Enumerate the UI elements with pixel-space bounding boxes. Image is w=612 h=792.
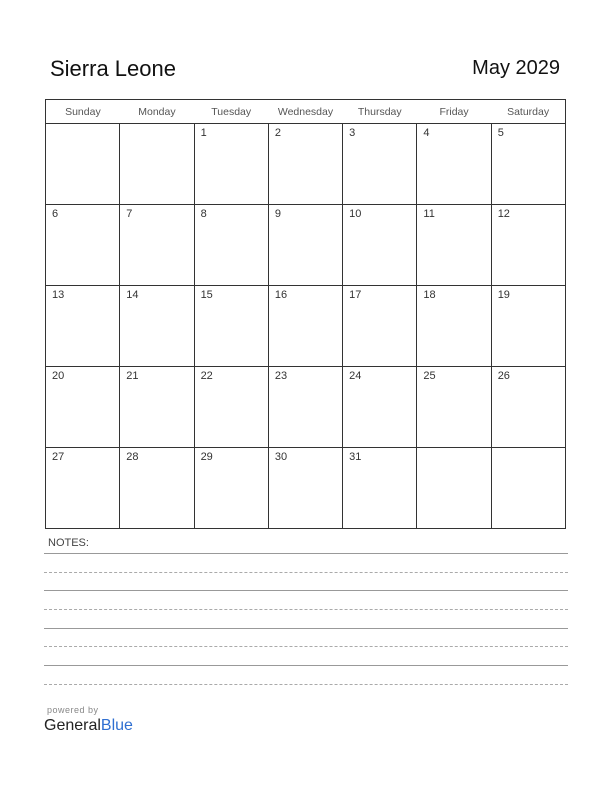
day-cell: 3 xyxy=(343,124,417,205)
day-cell: 9 xyxy=(268,205,342,286)
day-cell: 22 xyxy=(194,367,268,448)
day-cell: 21 xyxy=(120,367,194,448)
weekday-monday: Monday xyxy=(120,100,194,124)
day-cell: 27 xyxy=(46,448,120,529)
weekday-friday: Friday xyxy=(417,100,491,124)
day-cell: 8 xyxy=(194,205,268,286)
day-cell: 15 xyxy=(194,286,268,367)
day-cell: 23 xyxy=(268,367,342,448)
week-row xyxy=(46,448,566,529)
notes-line xyxy=(44,609,568,610)
day-cell: 26 xyxy=(491,367,565,448)
day-cell: 4 xyxy=(417,124,491,205)
day-cell: 11 xyxy=(417,205,491,286)
country-title: Sierra Leone xyxy=(50,56,176,81)
notes-line xyxy=(44,684,568,685)
day-cell: 2 xyxy=(268,124,342,205)
day-cell: 12 xyxy=(491,205,565,286)
day-cell: 20 xyxy=(46,367,120,448)
weekday-tuesday: Tuesday xyxy=(194,100,268,124)
weekday-header-row xyxy=(46,100,566,124)
weekday-thursday: Thursday xyxy=(343,100,417,124)
calendar-grid xyxy=(45,99,566,529)
brand-blue-text: Blue xyxy=(100,717,133,734)
day-cell: 13 xyxy=(46,286,120,367)
notes-line xyxy=(44,590,568,591)
week-row xyxy=(46,286,566,367)
week-row xyxy=(46,124,566,205)
notes-line xyxy=(44,628,568,629)
day-cell: 6 xyxy=(46,205,120,286)
powered-by-text: powered by xyxy=(47,705,99,715)
notes-line xyxy=(44,572,568,573)
notes-line xyxy=(44,553,568,554)
day-cell: 30 xyxy=(268,448,342,529)
weekday-saturday: Saturday xyxy=(491,100,565,124)
month-title: May 2029 xyxy=(472,57,560,79)
day-cell: 25 xyxy=(417,367,491,448)
day-cell xyxy=(491,448,565,529)
day-cell: 19 xyxy=(491,286,565,367)
day-cell: 31 xyxy=(343,448,417,529)
weekday-wednesday: Wednesday xyxy=(268,100,342,124)
weekday-sunday: Sunday xyxy=(46,100,120,124)
day-cell: 29 xyxy=(194,448,268,529)
day-cell xyxy=(46,124,120,205)
day-cell: 10 xyxy=(343,205,417,286)
day-cell xyxy=(120,124,194,205)
day-cell: 17 xyxy=(343,286,417,367)
notes-label: NOTES: xyxy=(48,537,89,549)
day-cell: 16 xyxy=(268,286,342,367)
day-cell: 14 xyxy=(120,286,194,367)
day-cell: 7 xyxy=(120,205,194,286)
week-row xyxy=(46,205,566,286)
brand-general-text: General xyxy=(44,717,101,734)
week-row xyxy=(46,367,566,448)
day-cell: 24 xyxy=(343,367,417,448)
day-cell: 28 xyxy=(120,448,194,529)
day-cell: 1 xyxy=(194,124,268,205)
notes-line xyxy=(44,646,568,647)
day-cell: 5 xyxy=(491,124,565,205)
notes-line xyxy=(44,665,568,666)
day-cell xyxy=(417,448,491,529)
day-cell: 18 xyxy=(417,286,491,367)
generalblue-logo xyxy=(44,717,133,735)
